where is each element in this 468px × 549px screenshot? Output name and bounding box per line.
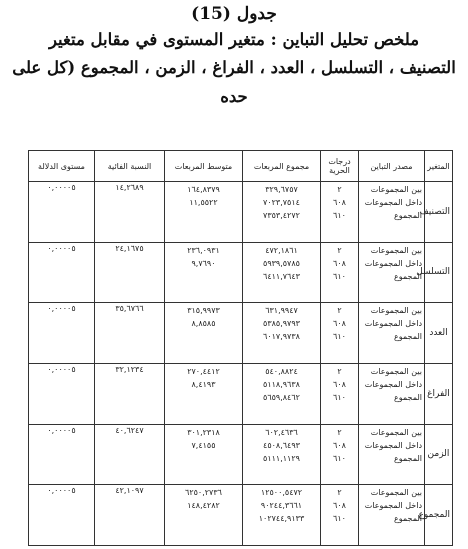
ss-value: ١٢٥٠٠,٥٤٧٢ bbox=[260, 488, 303, 498]
ms-value: ٩,٧٦٩٠ bbox=[191, 258, 216, 268]
ss-value: ٧٣٥٣,٤٢٧٢ bbox=[263, 211, 300, 220]
f-cell: ٣٢,١٢٣٤ bbox=[95, 363, 165, 424]
source-label: داخل المجموعات bbox=[364, 501, 422, 511]
df-value: ٦٠٨ bbox=[333, 258, 346, 268]
df-value: ٢ bbox=[337, 245, 342, 255]
source-label: المجموع bbox=[394, 453, 422, 463]
df-value: ٢ bbox=[337, 366, 342, 376]
ss-value: ٥٣٨٥,٩٧٩٣ bbox=[263, 319, 300, 329]
f-cell: ٣٥,٦٧٦٦ bbox=[95, 303, 165, 364]
f-cell: ٢٤,١٦٧٥ bbox=[95, 242, 165, 303]
ss-cell bbox=[243, 242, 321, 303]
table-row bbox=[29, 424, 453, 485]
variable-cell: التسلسل bbox=[425, 242, 453, 303]
table-title-line-2: التصنيف ، التسلسل ، العدد ، الفراغ ، الزمن ، المجموع (كل على bbox=[12, 58, 456, 77]
source-label: بين المجموعات bbox=[370, 488, 422, 498]
source-label: داخل المجموعات bbox=[364, 379, 422, 389]
ms-cell bbox=[165, 424, 243, 485]
ss-cell bbox=[243, 485, 321, 546]
source-label: بين المجموعات bbox=[370, 185, 422, 194]
ms-value: ٨,٨٥٨٥ bbox=[191, 319, 216, 329]
source-label: المجموع bbox=[394, 332, 422, 342]
ms-value: ٦٢٥٠,٢٧٣٦ bbox=[185, 488, 222, 498]
source-label: داخل المجموعات bbox=[364, 440, 422, 450]
df-cell bbox=[321, 242, 359, 303]
ss-cell bbox=[243, 303, 321, 364]
source-cell bbox=[359, 242, 425, 303]
sig-cell: ٠,٠٠٠٠٥ bbox=[29, 485, 95, 546]
df-cell bbox=[321, 485, 359, 546]
table-row bbox=[29, 485, 453, 546]
source-cell bbox=[359, 424, 425, 485]
ms-cell bbox=[165, 363, 243, 424]
df-value: ٦١٠ bbox=[333, 271, 346, 281]
source-cell bbox=[359, 303, 425, 364]
ss-cell bbox=[243, 182, 321, 243]
df-value: ٦٠٨ bbox=[333, 379, 346, 389]
source-label: داخل المجموعات bbox=[364, 258, 422, 268]
variable-cell: العدد bbox=[425, 303, 453, 364]
ms-value: ٢٣٦,٠٩٣١ bbox=[187, 245, 220, 255]
df-value: ٦١٠ bbox=[333, 332, 346, 342]
header-ss: مجموع المربعات bbox=[243, 151, 321, 182]
anova-summary-table bbox=[28, 150, 453, 546]
source-cell bbox=[359, 182, 425, 243]
ss-value: ٥١١١,١١٢٩ bbox=[263, 453, 300, 463]
sig-cell: ٠,٠٠٠٠٥ bbox=[29, 424, 95, 485]
ms-value: ٣١٥,٩٩٧٣ bbox=[187, 306, 220, 316]
header-ms: متوسط المربعات bbox=[165, 151, 243, 182]
f-cell: ٤٢,١٠٩٧ bbox=[95, 485, 165, 546]
source-label: بين المجموعات bbox=[370, 306, 422, 316]
source-cell bbox=[359, 363, 425, 424]
ss-value: ٧٠٢٣,٧٥١٤ bbox=[263, 198, 300, 207]
ss-value: ٦٠٢,٤٦٣٦ bbox=[265, 427, 298, 437]
ms-cell bbox=[165, 303, 243, 364]
ms-value: ١١,٥٥٢٢ bbox=[189, 198, 218, 207]
header-sig: مستوى الدلالة bbox=[29, 151, 95, 182]
table-title-line-1: ملخص تحليل التباين : متغير المستوى في مقابل متغير bbox=[48, 30, 420, 49]
ss-value: ٥٦٥٩,٨٤٦٢ bbox=[263, 392, 300, 402]
header-source: مصدر التباين bbox=[359, 151, 425, 182]
ss-value: ٦٣١,٩٩٤٧ bbox=[265, 306, 298, 316]
df-cell bbox=[321, 303, 359, 364]
df-value: ٢ bbox=[337, 427, 342, 437]
header-f: النسبة الفائية bbox=[95, 151, 165, 182]
ss-value: ٤٥٠٨,٦٤٩٣ bbox=[263, 440, 300, 450]
f-cell: ٤٠,٦٢٤٧ bbox=[95, 424, 165, 485]
ss-value: ١٠٢٧٤٤,٩١٣٣ bbox=[258, 514, 305, 524]
table-row bbox=[29, 303, 453, 364]
source-label: المجموع bbox=[394, 271, 422, 281]
ss-value: ٣٢٩,٦٧٥٧ bbox=[265, 185, 298, 194]
ss-cell bbox=[243, 363, 321, 424]
source-label: بين المجموعات bbox=[370, 366, 422, 376]
variable-cell: المجموع bbox=[425, 485, 453, 546]
df-value: ٦٠٨ bbox=[333, 501, 346, 511]
df-value: ٦١٠ bbox=[333, 453, 346, 463]
source-label: داخل المجموعات bbox=[364, 198, 422, 207]
df-value: ٢ bbox=[337, 488, 342, 498]
header-row bbox=[29, 151, 453, 182]
df-value: ٦٠٨ bbox=[333, 440, 346, 450]
header-df: درجات الحرية bbox=[321, 151, 359, 182]
sig-cell: ٠,٠٠٠٠٥ bbox=[29, 242, 95, 303]
ms-cell bbox=[165, 485, 243, 546]
ms-cell bbox=[165, 182, 243, 243]
variable-cell: الفراغ bbox=[425, 363, 453, 424]
header-variable: المتغير bbox=[425, 151, 453, 182]
source-label: بين المجموعات bbox=[370, 245, 422, 255]
sig-cell: ٠,٠٠٠٠٥ bbox=[29, 182, 95, 243]
ms-value: ١٤٨,٤٢٨٢ bbox=[187, 501, 220, 511]
df-value: ٦١٠ bbox=[333, 514, 346, 524]
ss-value: ٤٧٢,١٨٦١ bbox=[265, 245, 298, 255]
ss-value: ٥٩٣٩,٥٧٨٥ bbox=[263, 258, 300, 268]
df-value: ٦٠٨ bbox=[333, 198, 346, 207]
ms-value: ١٦٤,٨٣٧٩ bbox=[187, 185, 220, 194]
ss-cell bbox=[243, 424, 321, 485]
df-value: ٦١٠ bbox=[333, 211, 346, 220]
ms-value: ٨,٤١٩٣ bbox=[191, 379, 216, 389]
ss-value: ٩٠٢٤٤,٣٦٦١ bbox=[260, 501, 303, 511]
df-value: ٦٠٨ bbox=[333, 319, 346, 329]
df-cell bbox=[321, 363, 359, 424]
df-cell bbox=[321, 182, 359, 243]
ss-value: ٦٠١٧,٩٧٣٨ bbox=[263, 332, 300, 342]
df-cell bbox=[321, 424, 359, 485]
ss-value: ٥١١٨,٩٦٣٨ bbox=[263, 379, 300, 389]
source-cell bbox=[359, 485, 425, 546]
df-value: ٢ bbox=[337, 306, 342, 316]
table-number: جدول (15) bbox=[191, 4, 277, 24]
ms-value: ٢٧٠,٤٤١٢ bbox=[187, 366, 220, 376]
ms-value: ٣٠١,٢٣١٨ bbox=[187, 427, 220, 437]
table-row bbox=[29, 242, 453, 303]
source-label: المجموع bbox=[394, 514, 422, 524]
sig-cell: ٠,٠٠٠٠٥ bbox=[29, 363, 95, 424]
ss-value: ٦٤١١,٧٦٤٣ bbox=[263, 271, 300, 281]
df-value: ٦١٠ bbox=[333, 392, 346, 402]
source-label: المجموع bbox=[394, 392, 422, 402]
variable-cell: التصنيف bbox=[425, 182, 453, 243]
table-title-line-3: حده bbox=[220, 87, 248, 106]
sig-cell: ٠,٠٠٠٠٥ bbox=[29, 303, 95, 364]
table-row bbox=[29, 182, 453, 243]
f-cell: ١٤,٢٦٨٩ bbox=[95, 182, 165, 243]
ms-cell bbox=[165, 242, 243, 303]
ss-value: ٥٤٠,٨٨٢٤ bbox=[265, 366, 298, 376]
source-label: بين المجموعات bbox=[370, 427, 422, 437]
source-label: داخل المجموعات bbox=[364, 319, 422, 329]
table-row bbox=[29, 363, 453, 424]
df-value: ٢ bbox=[337, 185, 342, 194]
variable-cell: الزمن bbox=[425, 424, 453, 485]
source-label: المجموع bbox=[394, 211, 422, 220]
ms-value: ٧,٤١٥٥ bbox=[191, 440, 216, 450]
